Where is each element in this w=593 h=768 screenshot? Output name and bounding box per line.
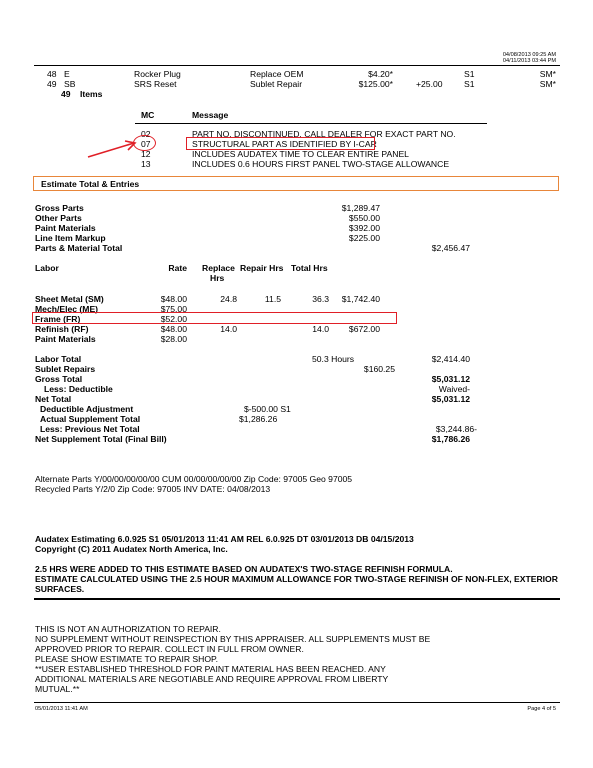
line-code: SB — [64, 79, 76, 89]
replace-header: Replace — [202, 263, 235, 273]
message-code: 07 — [141, 139, 151, 149]
page-number: Page 4 of 5 — [527, 706, 556, 712]
message-code: 12 — [141, 149, 151, 159]
previous-net-value: $3,244.86- — [435, 424, 477, 434]
line-operation: Replace OEM — [250, 69, 304, 79]
message-text: INCLUDES 0.6 HOURS FIRST PANEL TWO-STAGE ALLOWANCE — [192, 159, 450, 169]
labor-replace: 24.8 — [220, 294, 237, 304]
refinish-note-line: 2.5 HRS WERE ADDED TO THIS ESTIMATE BASED ON AUDATEX'S TWO-STAGE REFINISH FORMULA. — [35, 564, 453, 574]
labor-total-label: Labor Total — [35, 354, 82, 364]
messages-message-header: Message — [192, 110, 229, 120]
disclaimer-line: THIS IS NOT AN AUTHORIZATION TO REPAIR. — [35, 624, 221, 634]
labor-repair: 11.5 — [264, 294, 281, 304]
note-divider — [34, 598, 560, 600]
disclaimer-line: MUTUAL.** — [35, 684, 80, 694]
line-number: 48 — [47, 69, 57, 79]
parts-label: Gross Parts — [35, 203, 84, 213]
line-description: SRS Reset — [134, 79, 177, 89]
refinish-note-line: ESTIMATE CALCULATED USING THE 2.5 HOUR MAXIMUM ALLOWANCE FOR TWO-STAGE REFINISH OF NON-FLEX, EXTERIOR — [35, 574, 558, 584]
items-label: Items — [80, 89, 103, 99]
sublet-label: Sublet Repairs — [35, 364, 96, 374]
disclaimer-line: APPROVED PRIOR TO REPAIR. COLLECT IN FULL FROM OWNER. — [35, 644, 304, 654]
actual-supplement-label: Actual Supplement Total — [40, 414, 141, 424]
deductible-label: Less: Deductible — [44, 384, 113, 394]
deductible-adjustment-value: $-500.00 S1 — [244, 404, 291, 414]
labor-total-hrs: 14.0 — [312, 324, 329, 334]
message-text: PART NO. DISCONTINUED, CALL DEALER FOR EXACT PART NO. — [192, 129, 456, 139]
disclaimer-line: ADDITIONAL MATERIALS ARE NEGOTIABLE AND REQUIRE APPROVAL FROM LIBERTY — [35, 674, 389, 684]
rate-header: Rate — [168, 263, 187, 273]
labor-total-hours: 50.3 Hours — [312, 354, 355, 364]
net-supplement-value: $1,786.26 — [431, 434, 470, 444]
header-divider — [34, 65, 560, 66]
gross-total-amount: $5,031.12 — [431, 374, 470, 384]
messages-divider — [135, 123, 487, 124]
labor-replace: 14.0 — [220, 324, 237, 334]
line-s-code: S1 — [464, 79, 475, 89]
line-price: $4.20* — [368, 69, 393, 79]
labor-header: Labor — [35, 263, 59, 273]
line-number: 49 — [47, 79, 57, 89]
footer-divider — [34, 702, 560, 703]
annotation-arrow-icon — [86, 137, 138, 159]
line-operation: Sublet Repair — [250, 79, 303, 89]
line-sm-code: SM* — [539, 69, 556, 79]
line-price: $125.00* — [358, 79, 393, 89]
disclaimer-line: **USER ESTABLISHED THRESHOLD FOR PAINT MATERIAL HAS BEEN REACHED. ANY — [35, 664, 386, 674]
header-date-1: 04/08/2013 09:25 AM — [502, 52, 556, 58]
parts-label: Other Parts — [35, 213, 82, 223]
disclaimer-line: PLEASE SHOW ESTIMATE TO REPAIR SHOP. — [35, 654, 219, 664]
labor-total-amount: $2,414.40 — [431, 354, 470, 364]
labor-label: Sheet Metal (SM) — [35, 294, 104, 304]
disclaimer-line: NO SUPPLEMENT WITHOUT REINSPECTION BY THIS APPRAISER. ALL SUPPLEMENTS MUST BE — [35, 634, 431, 644]
actual-supplement-value: $1,286.26 — [239, 414, 278, 424]
previous-net-label: Less: Previous Net Total — [40, 424, 140, 434]
line-extra: +25.00 — [416, 79, 443, 89]
parts-total-label: Parts & Material Total — [35, 243, 123, 253]
annotation-box-frame — [32, 312, 397, 324]
labor-label: Frame (FR) — [35, 314, 81, 324]
audatex-copyright: Copyright (C) 2011 Audatex North America, Inc. — [35, 544, 228, 554]
labor-total-hrs: 36.3 — [312, 294, 329, 304]
parts-amount: $1,289.47 — [341, 203, 380, 213]
labor-rate: $28.00 — [160, 334, 187, 344]
items-count: 49 — [61, 89, 71, 99]
parts-label: Line Item Markup — [35, 233, 106, 243]
line-s-code: S1 — [464, 69, 475, 79]
parts-label: Paint Materials — [35, 223, 96, 233]
estimate-heading: Estimate Total & Entries — [41, 179, 140, 189]
audatex-version: Audatex Estimating 6.0.925 S1 05/01/2013 11:41 AM REL 6.0.925 DT 03/01/2013 DB 04/15/2013 — [35, 534, 414, 544]
repair-header: Repair Hrs — [240, 263, 284, 273]
parts-amount: $225.00 — [348, 233, 380, 243]
labor-rate: $75.00 — [160, 304, 187, 314]
deductible-value: Waived- — [438, 384, 470, 394]
net-supplement-label: Net Supplement Total (Final Bill) — [35, 434, 167, 444]
labor-label: Paint Materials — [35, 334, 96, 344]
annotation-box-structural — [186, 137, 375, 150]
alternate-parts-line: Alternate Parts Y/00/00/00/00/00 CUM 00/00/00/00/00 Zip Code: 97005 Geo 97005 — [35, 474, 353, 484]
message-code: 02 — [141, 129, 151, 139]
labor-rate: $48.00 — [160, 294, 187, 304]
sublet-amount: $160.25 — [363, 364, 395, 374]
labor-label: Mech/Elec (ME) — [35, 304, 99, 314]
message-text: STRUCTURAL PART AS IDENTIFIED BY I-CAR — [192, 139, 377, 149]
message-code: 13 — [141, 159, 151, 169]
parts-total-amount: $2,456.47 — [431, 243, 470, 253]
parts-amount: $550.00 — [348, 213, 380, 223]
refinish-note-line: SURFACES. — [35, 584, 85, 594]
line-sm-code: SM* — [539, 79, 556, 89]
net-total-label: Net Total — [35, 394, 72, 404]
line-description: Rocker Plug — [134, 69, 181, 79]
message-text: INCLUDES AUDATEX TIME TO CLEAR ENTIRE PANEL — [192, 149, 409, 159]
line-code: E — [64, 69, 70, 79]
parts-amount: $392.00 — [348, 223, 380, 233]
replace-header-hrs: Hrs — [210, 273, 225, 283]
labor-amount: $672.00 — [348, 324, 380, 334]
labor-amount: $1,742.40 — [341, 294, 380, 304]
labor-rate: $48.00 — [160, 324, 187, 334]
recycled-parts-line: Recycled Parts Y/2/0 Zip Code: 97005 INV DATE: 04/08/2013 — [35, 484, 271, 494]
gross-total-label: Gross Total — [35, 374, 83, 384]
deductible-adjustment-label: Deductible Adjustment — [40, 404, 134, 414]
total-hrs-header: Total Hrs — [291, 263, 328, 273]
messages-mc-header: MC — [141, 110, 155, 120]
net-total-amount: $5,031.12 — [431, 394, 470, 404]
labor-label: Refinish (RF) — [35, 324, 89, 334]
header-date-2: 04/11/2013 03:44 PM — [502, 58, 556, 64]
footer-timestamp: 05/01/2013 11:41 AM — [35, 706, 88, 712]
labor-rate: $52.00 — [160, 314, 187, 324]
